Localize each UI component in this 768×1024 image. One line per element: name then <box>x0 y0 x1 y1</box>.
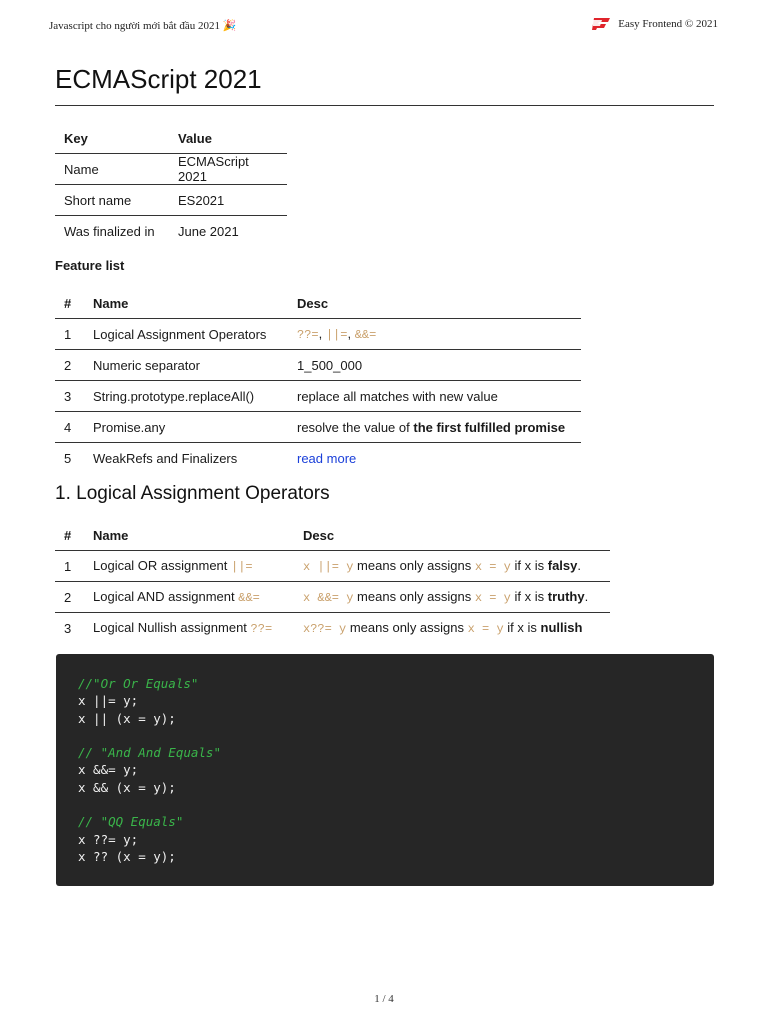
operator-name: Logical OR assignment <box>93 558 228 573</box>
cell-name: WeakRefs and Finalizers <box>93 450 238 466</box>
page-title: ECMAScript 2021 <box>55 64 262 94</box>
column-header-desc: Desc <box>303 527 335 543</box>
operator-code: ||= <box>325 328 348 342</box>
code-line: x ||= y; <box>78 693 139 709</box>
operators-table <box>55 520 610 643</box>
column-header-num: # <box>64 295 72 311</box>
column-header-key: Key <box>64 130 88 146</box>
code-comment: // "QQ Equals" <box>78 814 184 830</box>
assignment-code: x = y <box>474 560 511 574</box>
operator-name: Logical Nullish assignment <box>93 620 247 635</box>
table-row <box>55 350 581 381</box>
cell-value: ECMAScript 2021 <box>178 154 249 184</box>
operator-name: Logical AND assignment <box>93 589 235 604</box>
brand <box>590 16 718 32</box>
cell-num: 4 <box>64 419 72 435</box>
read-more-link[interactable]: read more <box>297 450 357 466</box>
table-row <box>55 582 610 613</box>
operator-code: &&= <box>238 591 260 605</box>
desc-text: resolve the value of <box>297 419 414 435</box>
cell-desc <box>288 319 581 350</box>
table-row <box>55 319 581 350</box>
table-row <box>55 551 610 582</box>
operator-code: ??= <box>250 622 273 636</box>
cell-num: 3 <box>64 620 72 636</box>
table-header-row <box>55 520 610 551</box>
easy-frontend-logo-icon <box>590 16 612 32</box>
code-comment: // "And And Equals" <box>78 745 221 761</box>
table-row <box>55 185 287 216</box>
column-header-desc: Desc <box>297 295 329 311</box>
cell-key: Was finalized in <box>64 223 155 239</box>
code-comment: //"Or Or Equals" <box>78 676 199 691</box>
cell-num: 3 <box>64 388 72 404</box>
cell-name: Numeric separator <box>93 357 200 373</box>
section-heading-logical-assignment: 1. Logical Assignment Operators <box>55 483 330 504</box>
cell-num: 1 <box>64 558 72 574</box>
desc-text: means only assigns <box>357 589 472 604</box>
code-blank-line <box>78 796 692 813</box>
column-header-num: # <box>64 527 72 543</box>
expression-code: x ||= y <box>303 560 354 574</box>
desc-end: . <box>584 589 589 604</box>
cell-desc <box>294 551 610 582</box>
cell-desc <box>294 613 610 644</box>
desc-text: if x is <box>514 589 545 604</box>
cell-num: 1 <box>64 326 72 342</box>
cell-name <box>84 613 294 644</box>
table-row <box>55 412 581 443</box>
feature-list-heading: Feature list <box>55 258 125 273</box>
table-row <box>55 443 581 474</box>
code-line: x ?? (x = y); <box>78 848 176 864</box>
expression-code: x &&= y <box>303 591 354 605</box>
title-divider <box>55 105 714 106</box>
table-row <box>55 613 610 644</box>
cell-desc <box>288 412 581 443</box>
desc-emphasis: the first fulfilled promise <box>413 419 566 435</box>
desc-text: means only assigns <box>357 558 472 573</box>
cell-num: 2 <box>64 589 72 605</box>
separator: , <box>347 326 355 341</box>
code-line: x && (x = y); <box>78 779 176 795</box>
page-number: 1 / 4 <box>374 993 394 1005</box>
table-row <box>55 154 287 185</box>
cell-value: June 2021 <box>178 223 239 239</box>
info-table <box>55 123 287 246</box>
separator: , <box>318 326 326 341</box>
cell-desc <box>294 582 610 613</box>
operator-code: ??= <box>297 328 319 342</box>
cell-desc <box>288 443 581 474</box>
column-header-value: Value <box>178 130 212 146</box>
column-header-name: Name <box>93 295 129 311</box>
code-line: x || (x = y); <box>78 710 176 726</box>
cell-num: 2 <box>64 357 72 373</box>
column-header-name: Name <box>93 527 129 543</box>
assignment-code: x = y <box>474 591 511 605</box>
assignment-code: x = y <box>467 622 504 636</box>
code-line: x &&= y; <box>78 762 139 778</box>
desc-emphasis: truthy <box>547 589 585 604</box>
doc-series-title: Javascript cho người mới bắt đầu 2021 🎉 <box>49 20 237 32</box>
feature-table <box>55 288 581 473</box>
cell-value: ES2021 <box>178 192 225 208</box>
cell-num: 5 <box>64 450 72 466</box>
code-blank-line <box>78 727 692 744</box>
table-row <box>55 216 287 247</box>
cell-desc: replace all matches with new value <box>297 388 498 404</box>
desc-emphasis: nullish <box>540 620 583 635</box>
cell-name: String.prototype.replaceAll() <box>93 388 255 404</box>
desc-text: if x is <box>507 620 537 635</box>
table-header-row <box>55 123 287 154</box>
desc-end: . <box>577 558 581 573</box>
table-row <box>55 381 581 412</box>
desc-text: if x is <box>514 558 545 573</box>
cell-name <box>84 551 294 582</box>
brand-copyright: Easy Frontend © 2021 <box>618 18 718 30</box>
cell-name <box>84 582 294 613</box>
table-header-row <box>55 288 581 319</box>
cell-desc: 1_500_000 <box>297 357 363 373</box>
desc-text: means only assigns <box>349 620 465 635</box>
operator-code: ||= <box>231 560 253 574</box>
code-line: x ??= y; <box>78 831 139 847</box>
desc-emphasis: falsy <box>547 558 578 573</box>
expression-code: x??= y <box>303 622 347 636</box>
cell-name: Promise.any <box>93 419 166 435</box>
cell-key: Name <box>64 161 99 177</box>
code-block <box>56 654 714 886</box>
operator-code: &&= <box>354 328 377 342</box>
cell-key: Short name <box>64 192 132 208</box>
cell-name: Logical Assignment Operators <box>93 326 267 342</box>
